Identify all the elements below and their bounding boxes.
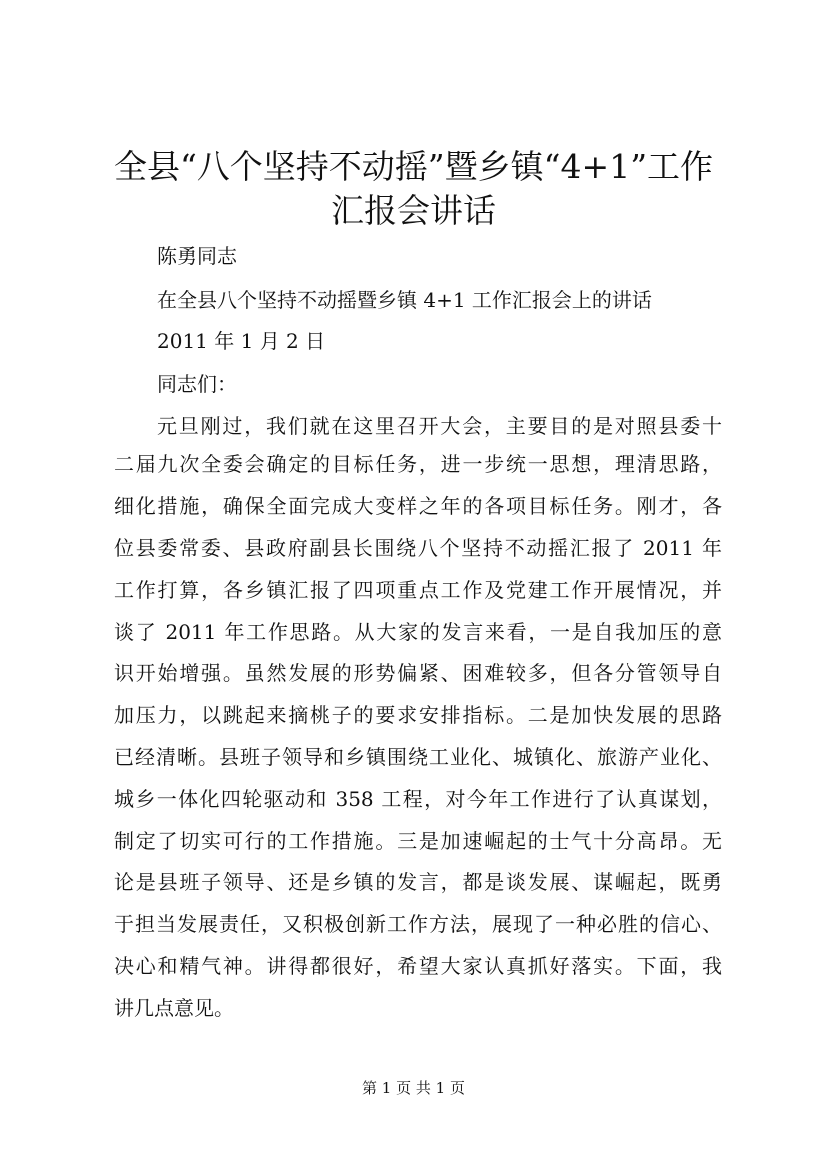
body-line: 谈了 2011 年工作思路。从大家的发言来看，一是自我加压的意 [114,620,722,644]
body-line: 已经清晰。县班子领导和乡镇围绕工业化、城镇化、旅游产业化、 [114,745,722,769]
body-line: 二届九次全委会确定的目标任务，进一步统一思想，理清思路， [114,452,722,476]
body-line: 位县委常委、县政府副县长围绕八个坚持不动摇汇报了 2011 年 [114,536,722,560]
body-line: 制定了切实可行的工作措施。三是加速崛起的士气十分高昂。无 [114,829,722,853]
body-line: 决心和精气神。讲得都很好，希望大家认真抓好落实。下面，我 [114,954,722,978]
speech-occasion: 在全县八个坚持不动摇暨乡镇 4+1 工作汇报会上的讲话 [157,288,652,312]
document-title-line-1: 全县“八个坚持不动摇”暨乡镇“4+1”工作 [113,147,714,186]
body-line: 城乡一体化四轮驱动和 358 工程，对今年工作进行了认真谋划， [114,787,722,811]
speech-date: 2011 年 1 月 2 日 [157,329,326,353]
document-title-line-2: 汇报会讲话 [331,191,496,230]
body-line: 讲几点意见。 [114,996,234,1020]
body-line: 识开始增强。虽然发展的形势偏紧、困难较多，但各分管领导自 [114,661,722,685]
body-line: 论是县班子领导、还是乡镇的发言，都是谈发展、谋崛起，既勇 [114,870,722,894]
body-line: 元旦刚过，我们就在这里召开大会，主要目的是对照县委十 [157,414,722,438]
body-line: 工作打算，各乡镇汇报了四项重点工作及党建工作开展情况，并 [114,578,722,602]
body-line: 加压力，以跳起来摘桃子的要求安排指标。二是加快发展的思路 [114,703,722,727]
page-footer: 第 1 页 共 1 页 [362,1079,465,1097]
body-line: 细化措施，确保全面完成大变样之年的各项目标任务。刚才，各 [114,494,722,518]
salutation: 同志们： [157,372,237,396]
body-line: 于担当发展责任，又积极创新工作方法，展现了一种必胜的信心、 [114,912,722,936]
speaker-name: 陈勇同志 [157,244,237,268]
